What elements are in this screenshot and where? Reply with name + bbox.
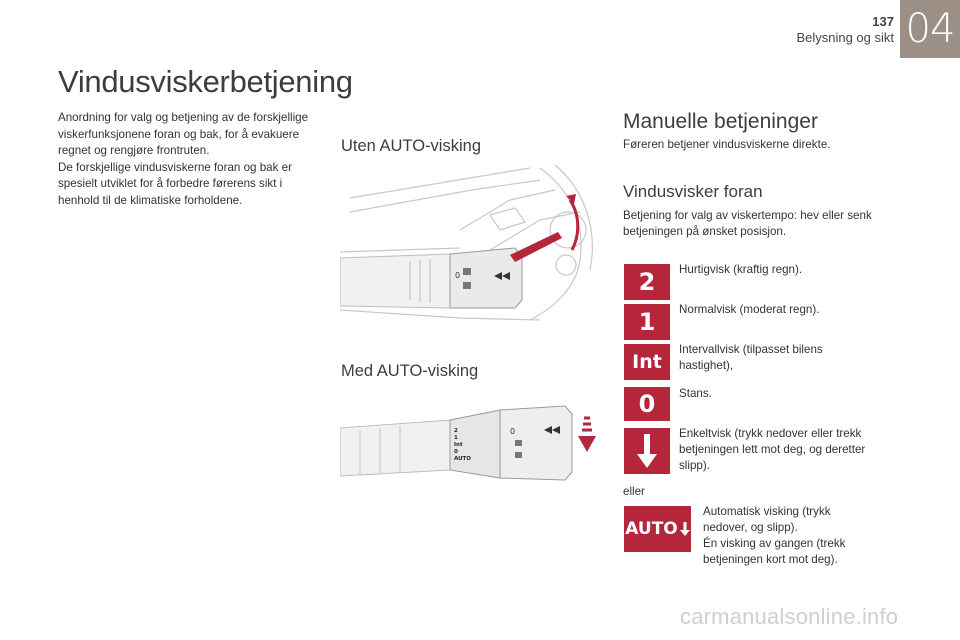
stalk-label-0b: 0: [454, 449, 458, 455]
watermark: carmanualsonline.info: [680, 604, 899, 629]
auto-icon-label: AUTO: [625, 519, 678, 539]
chapter-label: Belysning og sikt: [796, 30, 894, 45]
single-wipe-text: Enkeltvisk (trykk nedover eller trekk betjeningen lett mot deg, og deretter slipp).: [679, 427, 866, 472]
intro-paragraph-2: De forskjellige vindusviskerne foran og bak er spesielt utviklet for å forbedre førerens sikt i henhold til de klimatiske forholdene.: [58, 160, 292, 207]
stalk-label-1: 1: [454, 435, 458, 441]
heading-manual-controls: Manuelle betjeninger: [623, 110, 818, 133]
auto-wipe-icon: [624, 506, 691, 552]
position-0-text: Stans.: [679, 387, 712, 400]
stalk-label-0: 0: [455, 271, 461, 280]
position-2-icon: 2: [624, 264, 670, 300]
wiper-stalk-illustration-without-auto: [340, 160, 602, 324]
auto-wipe-text: [703, 504, 873, 568]
auto-wipe-text-1: Automatisk visking (trykk nedover, og slipp).: [703, 505, 831, 534]
stalk-label-0c: 0: [510, 427, 516, 436]
stalk-label-int: Int: [454, 442, 463, 448]
stalk-label-auto: AUTO: [454, 456, 471, 462]
position-1-icon: 1: [624, 304, 670, 340]
position-2-text: Hurtigvisk (kraftig regn).: [679, 263, 803, 276]
page-title: Vindusviskerbetjening: [58, 64, 353, 99]
position-0-icon: 0: [624, 387, 670, 421]
position-int-icon: Int: [624, 344, 670, 380]
manual-description: Føreren betjener vindusviskerne direkte.: [623, 138, 831, 151]
position-int-text: Intervallvisk (tilpasset bilens hastighet),: [679, 343, 823, 372]
intro-text: [58, 110, 320, 209]
page-number: 137: [872, 14, 894, 29]
position-1-text: Normalvisk (moderat regn).: [679, 303, 820, 316]
heading-uten-auto: Uten AUTO-visking: [341, 137, 481, 155]
front-wiper-description: Betjening for valg av viskertempo: hev eller senk betjeningen på ønsket posisjon.: [623, 209, 872, 238]
down-arrow-icon: [624, 428, 670, 474]
stalk-label-2: 2: [454, 428, 458, 434]
heading-med-auto: Med AUTO-visking: [341, 362, 479, 380]
auto-wipe-text-2: Én visking av gangen (trekk betjeningen kort mot deg).: [703, 537, 846, 566]
or-label: eller: [623, 485, 645, 498]
chapter-number-badge: 04: [900, 0, 960, 58]
wiper-stalk-illustration-with-auto: [340, 388, 602, 488]
heading-front-wiper: Vindusvisker foran: [623, 182, 763, 201]
intro-paragraph-1: Anordning for valg og betjening av de forskjellige viskerfunksjonene foran og bak, for å evakuere regnet og rengjøre frontruten.: [58, 111, 309, 157]
